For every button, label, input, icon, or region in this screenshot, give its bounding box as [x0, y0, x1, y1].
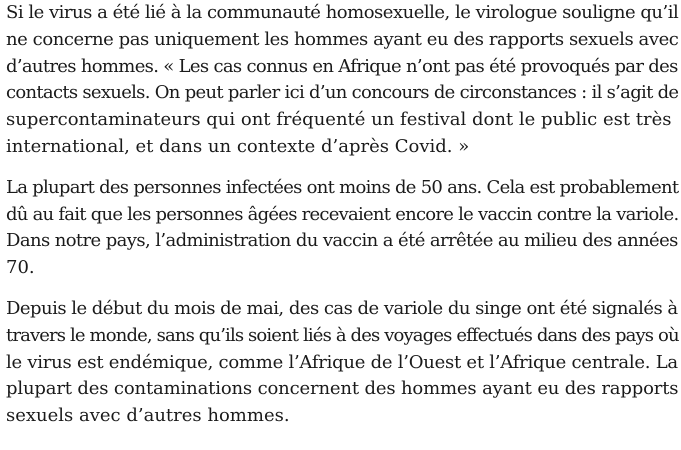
paragraph-line: ne concerne pas uniquement les hommes ayant eu des rapports sexuels avec	[6, 28, 679, 50]
article-body	[6, 0, 678, 444]
paragraph-line: sexuels avec d’autres hommes.	[6, 405, 290, 427]
paragraph-line: international, et dans un contexte d’après Covid. »	[6, 135, 470, 157]
paragraph-2	[6, 175, 678, 282]
paragraph-1	[6, 0, 678, 161]
paragraph-line: La plupart des personnes infectées ont moins de 50 ans. Cela est probablement	[6, 176, 679, 198]
paragraph-line: Dans notre pays, l’administration du vaccin a été arrêtée au milieu des années	[6, 230, 678, 252]
paragraph-line: dû au fait que les personnes âgées recevaient encore le vaccin contre la variole.	[6, 203, 679, 225]
paragraph-line: Si le virus a été lié à la communauté homosexuelle, le virologue souligne qu’il	[6, 2, 679, 23]
paragraph-line: le virus est endémique, comme l’Afrique de l’Ouest et l’Afrique centrale. La	[6, 351, 678, 373]
paragraph-line: supercontaminateurs qui ont fréquenté un festival dont le public est très	[6, 109, 672, 131]
paragraph-line: 70.	[6, 257, 35, 279]
paragraph-line: plupart des contaminations concernent des hommes ayant eu des rapports	[6, 378, 679, 400]
paragraph-line: Depuis le début du mois de mai, des cas de variole du singe ont été signalés à	[6, 297, 678, 319]
paragraph-line: travers le monde, sans qu’ils soient liés à des voyages effectués dans des pays où	[6, 324, 679, 346]
paragraph-line: d’autres hommes. « Les cas connus en Afrique n’ont pas été provoqués par des	[6, 55, 678, 77]
paragraph-line: contacts sexuels. On peut parler ici d’un concours de circonstances : il s’agit de	[6, 82, 679, 104]
paragraph-3	[6, 296, 678, 430]
